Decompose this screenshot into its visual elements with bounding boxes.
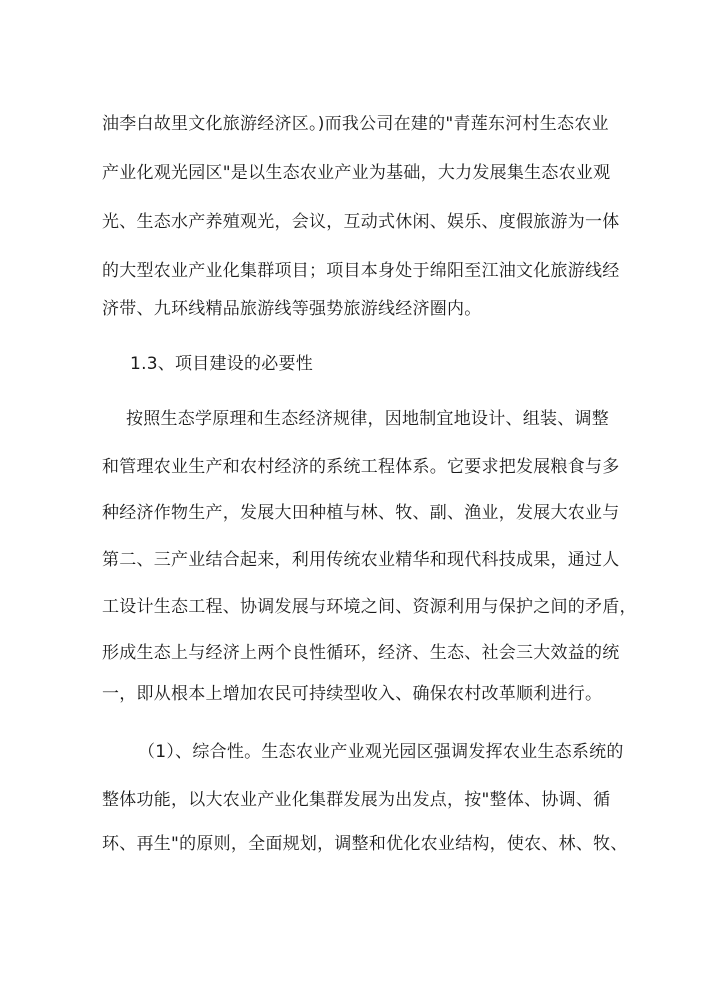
paragraph-1-line-2: 产业化观光园区"是以生态农业产业为基础，大力发展集生态农业观 <box>102 163 611 183</box>
paragraph-1-line-4: 的大型农业产业化集群项目；项目本身处于绵阳至江油文化旅游线经 <box>102 261 620 281</box>
paragraph-2-line-3: 种经济作物生产，发展大田种植与林、牧、副、渔业，发展大农业与 <box>102 503 620 523</box>
paragraph-2-line-1: 按照生态学原理和生态经济规律，因地制宜地设计、组装、调整 <box>126 409 609 429</box>
section-heading: 1.3、项目建设的必要性 <box>130 354 314 374</box>
paragraph-3-line-3: 环、再生"的原则，全面规划，调整和优化农业结构，使农、林、牧、 <box>102 834 628 854</box>
paragraph-2-line-4: 第二、三产业结合起来，利用传统农业精华和现代科技成果，通过人 <box>102 550 620 570</box>
paragraph-1-line-3: 光、生态水产养殖观光，会议，互动式休闲、娱乐、度假旅游为一体 <box>102 212 620 232</box>
paragraph-3-line-2: 整体功能，以大农业产业化集群发展为出发点，按"整体、协调、循 <box>102 790 611 810</box>
paragraph-1-line-1: 油李白故里文化旅游经济区。)而我公司在建的"青莲东河村生态农业 <box>102 114 609 134</box>
paragraph-1-line-5: 济带、九环线精品旅游线等强势旅游线经济圈内。 <box>102 299 482 319</box>
paragraph-2-line-2: 和管理农业生产和农村经济的系统工程体系。它要求把发展粮食与多 <box>102 457 620 477</box>
paragraph-2-line-5: 工设计生态工程、协调发展与环境之间、资源利用与保护之间的矛盾， <box>102 597 637 617</box>
paragraph-3-line-1: （1）、综合性。生态农业产业观光园区强调发挥农业生态系统的 <box>138 742 624 762</box>
paragraph-2-line-6: 形成生态上与经济上两个良性循环，经济、生态、社会三大效益的统 <box>102 643 620 663</box>
paragraph-2-line-7: 一，即从根本上增加农民可持续型收入、确保农村改革顺利进行。 <box>102 684 603 704</box>
